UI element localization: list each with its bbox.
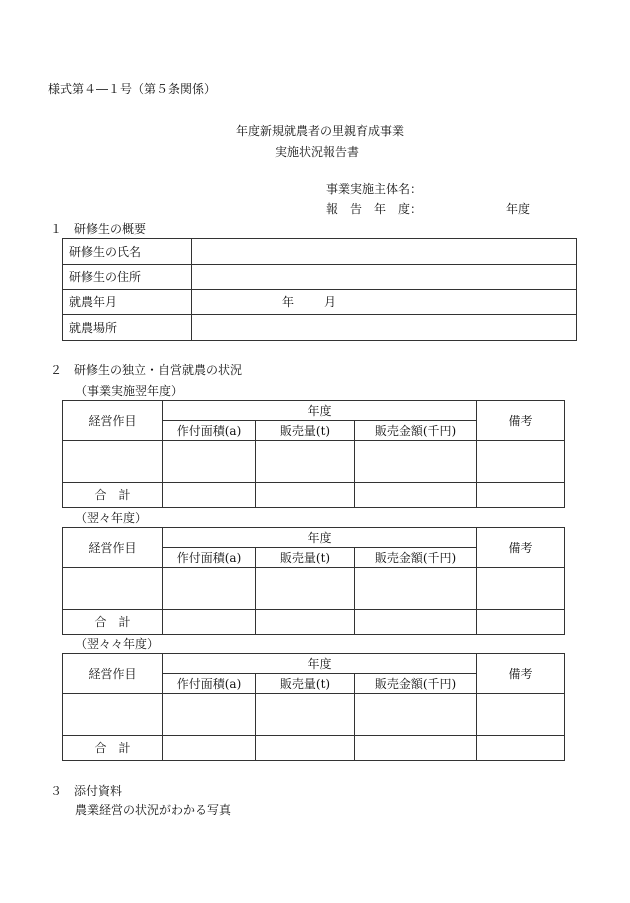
total-label: 合 計	[63, 736, 163, 761]
section2-heading: ２ 研修生の独立・自営就農の状況	[50, 363, 243, 377]
table-row	[63, 528, 565, 548]
table-caption: （事業実施翌年度）	[75, 384, 184, 398]
table-row	[63, 401, 565, 421]
farming-location-label: 就農場所	[63, 315, 192, 341]
table-row	[63, 265, 577, 290]
total-row	[63, 610, 565, 635]
area-cell[interactable]	[163, 441, 256, 483]
crop-header: 経営作目	[63, 528, 163, 568]
amount-header: 販売金額(千円)	[355, 674, 477, 694]
remarks-total-cell[interactable]	[477, 736, 565, 761]
amount-cell[interactable]	[355, 694, 477, 736]
remarks-cell[interactable]	[477, 441, 565, 483]
table-row	[63, 290, 577, 315]
area-total-cell[interactable]	[163, 483, 256, 508]
report-year-label: 報 告 年 度：	[326, 202, 423, 216]
area-header: 作付面積(a)	[163, 674, 256, 694]
farming-status-table-3	[62, 653, 565, 761]
amount-cell[interactable]	[355, 441, 477, 483]
total-label: 合 計	[63, 483, 163, 508]
farming-location-field[interactable]	[192, 315, 577, 341]
remarks-cell[interactable]	[477, 694, 565, 736]
area-total-cell[interactable]	[163, 736, 256, 761]
crop-cell[interactable]	[63, 694, 163, 736]
volume-cell[interactable]	[256, 441, 355, 483]
section1-heading: １ 研修生の概要	[50, 222, 147, 236]
crop-header: 経営作目	[63, 654, 163, 694]
section3-heading: ３ 添付資料	[50, 784, 123, 798]
table-row	[63, 654, 565, 674]
area-header: 作付面積(a)	[163, 548, 256, 568]
crop-cell[interactable]	[63, 568, 163, 610]
total-row	[63, 483, 565, 508]
volume-total-cell[interactable]	[256, 736, 355, 761]
attachment-item: 農業経営の状況がわかる写真	[75, 803, 232, 817]
farming-start-label: 就農年月	[63, 290, 192, 315]
area-cell[interactable]	[163, 694, 256, 736]
remarks-total-cell[interactable]	[477, 483, 565, 508]
trainee-name-label: 研修生の氏名	[63, 239, 192, 265]
trainee-address-label: 研修生の住所	[63, 265, 192, 290]
total-label: 合 計	[63, 610, 163, 635]
farming-status-table-1	[62, 400, 565, 508]
area-header: 作付面積(a)	[163, 421, 256, 441]
year-header: 年度	[163, 654, 477, 674]
volume-header: 販売量(t)	[256, 548, 355, 568]
volume-header: 販売量(t)	[256, 674, 355, 694]
area-cell[interactable]	[163, 568, 256, 610]
year-header: 年度	[163, 528, 477, 548]
table-caption: （翌々々年度）	[75, 637, 160, 651]
document-subtitle: 実施状況報告書	[275, 145, 360, 159]
remarks-header: 備考	[477, 654, 565, 694]
trainee-address-field[interactable]	[192, 265, 577, 290]
amount-header: 販売金額(千円)	[355, 548, 477, 568]
form-number: 様式第４―１号（第５条関係）	[48, 82, 217, 96]
table-row	[63, 239, 577, 265]
amount-cell[interactable]	[355, 568, 477, 610]
amount-header: 販売金額(千円)	[355, 421, 477, 441]
volume-total-cell[interactable]	[256, 483, 355, 508]
month-unit: 月	[324, 295, 337, 309]
total-row	[63, 736, 565, 761]
farming-status-table-2	[62, 527, 565, 635]
crop-cell[interactable]	[63, 441, 163, 483]
report-year-unit: 年度	[506, 202, 531, 216]
entity-label: 事業実施主体名：	[326, 182, 423, 196]
volume-cell[interactable]	[256, 568, 355, 610]
remarks-header: 備考	[477, 401, 565, 441]
amount-total-cell[interactable]	[355, 736, 477, 761]
table-caption: （翌々年度）	[75, 511, 148, 525]
year-unit: 年	[282, 295, 295, 309]
document-title: 年度新規就農者の里親育成事業	[236, 124, 405, 138]
volume-header: 販売量(t)	[256, 421, 355, 441]
table-row	[63, 441, 565, 483]
crop-header: 経営作目	[63, 401, 163, 441]
remarks-total-cell[interactable]	[477, 610, 565, 635]
volume-cell[interactable]	[256, 694, 355, 736]
amount-total-cell[interactable]	[355, 610, 477, 635]
amount-total-cell[interactable]	[355, 483, 477, 508]
volume-total-cell[interactable]	[256, 610, 355, 635]
trainee-name-field[interactable]	[192, 239, 577, 265]
area-total-cell[interactable]	[163, 610, 256, 635]
table-row	[63, 315, 577, 341]
farming-start-field[interactable]	[192, 290, 577, 315]
remarks-cell[interactable]	[477, 568, 565, 610]
trainee-overview-table	[62, 238, 577, 341]
remarks-header: 備考	[477, 528, 565, 568]
year-header: 年度	[163, 401, 477, 421]
table-row	[63, 568, 565, 610]
table-row	[63, 694, 565, 736]
